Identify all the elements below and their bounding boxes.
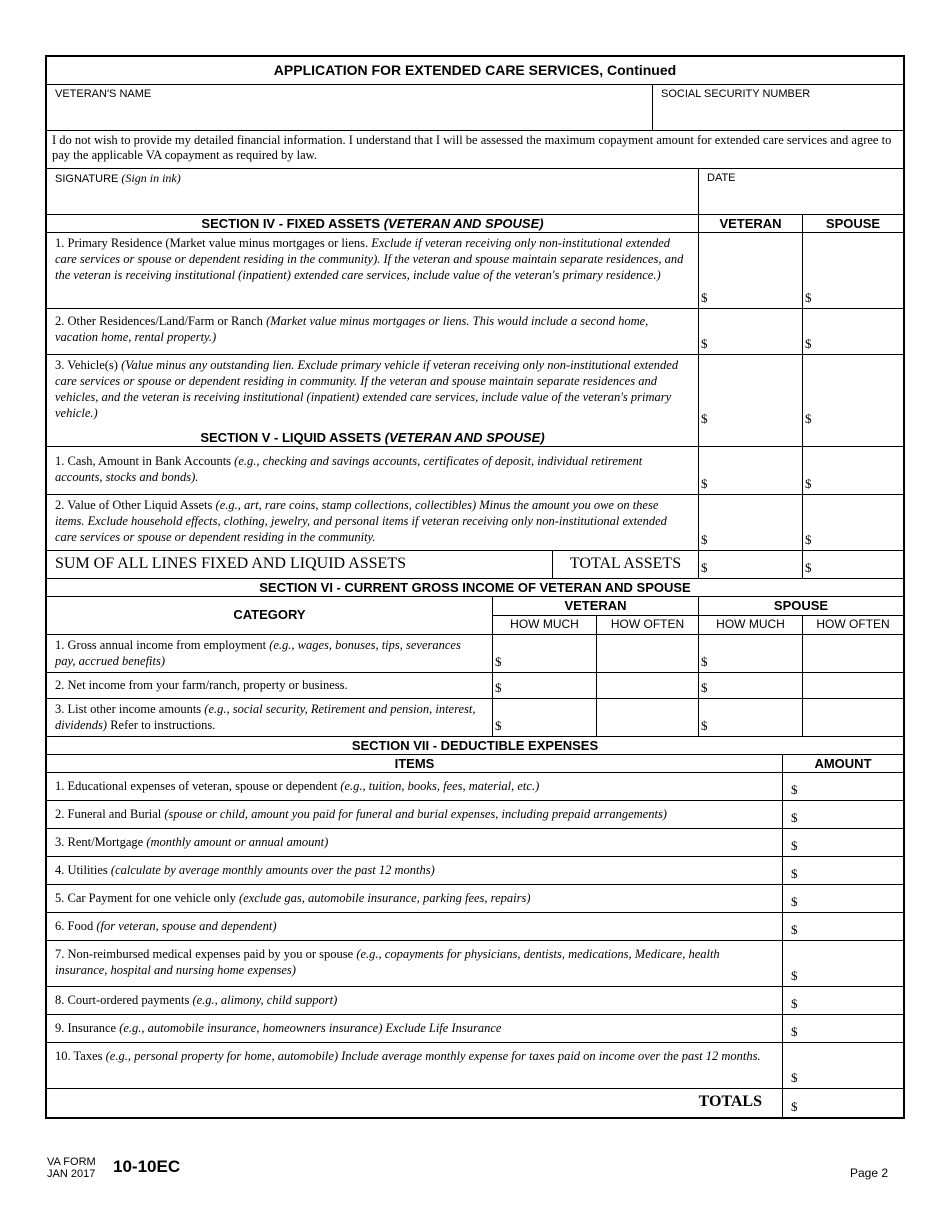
income-1-note: (e.g., wages, bonuses, tips, severances pay, accrued benefits) — [55, 638, 461, 668]
waiver-statement: I do not wish to provide my detailed financial information. I understand that I will be assessed the maximum copayment amount for extended care services and agree to pay the applicable VA copayment as required by law. — [47, 131, 903, 169]
liquid-asset-2-text: 2. Value of Other Liquid Assets — [55, 498, 216, 512]
total-assets-veteran-field[interactable] — [699, 551, 803, 579]
expense-6-text: 6. Food — [55, 919, 97, 933]
income-2-veteran-how-much[interactable] — [493, 673, 597, 699]
fixed-asset-3-veteran-field[interactable] — [699, 355, 803, 429]
dollar-sign: $ — [791, 838, 798, 853]
fixed-asset-2-veteran-field[interactable] — [699, 309, 803, 355]
category-header: CATEGORY — [47, 597, 493, 635]
fixed-asset-row-3 — [47, 355, 699, 429]
income-3-spouse-how-much[interactable] — [699, 699, 803, 737]
dollar-sign: $ — [791, 1024, 798, 1039]
dollar-sign: $ — [701, 336, 708, 351]
section-v-spouse-blank — [803, 429, 903, 447]
income-1-spouse-how-often[interactable] — [803, 635, 903, 673]
fixed-asset-row-1 — [47, 233, 699, 309]
dollar-sign: $ — [701, 476, 708, 491]
expense-row-6 — [47, 913, 783, 941]
income-3-after: Refer to instructions. — [107, 718, 216, 732]
liquid-asset-1-text: 1. Cash, Amount in Bank Accounts — [55, 454, 235, 468]
income-3-note: (e.g., social security, Retirement and pension, interest, dividends) — [55, 702, 476, 732]
section-v-title: SECTION V - LIQUID ASSETS — [200, 430, 385, 445]
dollar-sign: $ — [805, 560, 812, 575]
liquid-asset-2-note: (e.g., art, rare coins, stamp collections, collectibles) Minus the amount you owe on these items. Exclude household effects, clothing, jewelry, and personal items if veteran receiving only non-institutional extended care services or spouse or dependent residing in the community. — [55, 498, 667, 544]
fixed-asset-3-spouse-field[interactable] — [803, 355, 903, 429]
expense-row-3 — [47, 829, 783, 857]
expense-5-note: (exclude gas, automobile insurance, parking fees, repairs) — [238, 891, 531, 905]
dollar-sign: $ — [701, 560, 708, 575]
total-assets-label: TOTAL ASSETS — [553, 551, 699, 579]
dollar-sign: $ — [805, 532, 812, 547]
section-vi-header: SECTION VI - CURRENT GROSS INCOME OF VETERAN AND SPOUSE — [47, 579, 903, 597]
section-iv-title: SECTION IV - FIXED ASSETS — [201, 216, 384, 231]
totals-amount-field[interactable] — [783, 1089, 903, 1117]
income-3-veteran-how-much[interactable] — [493, 699, 597, 737]
expense-5-text: 5. Car Payment for one vehicle only — [55, 891, 239, 905]
dollar-sign: $ — [805, 411, 812, 426]
dollar-sign: $ — [791, 782, 798, 797]
expense-row-2 — [47, 801, 783, 829]
income-1-veteran-how-often[interactable] — [597, 635, 699, 673]
fixed-asset-row-2 — [47, 309, 699, 355]
expense-4-amount-field[interactable] — [783, 857, 903, 885]
expense-row-7 — [47, 941, 783, 987]
totals-label: TOTALS — [47, 1089, 783, 1117]
dollar-sign: $ — [495, 680, 502, 695]
dollar-sign: $ — [791, 866, 798, 881]
income-row-2 — [47, 673, 493, 699]
expense-8-amount-field[interactable] — [783, 987, 903, 1015]
section-iv-title-italic: (VETERAN AND SPOUSE) — [383, 216, 544, 231]
column-spouse-header: SPOUSE — [803, 215, 903, 233]
section-vii-header: SECTION VII - DEDUCTIBLE EXPENSES — [47, 737, 903, 755]
dollar-sign: $ — [791, 996, 798, 1011]
fixed-asset-2-spouse-field[interactable] — [803, 309, 903, 355]
section-v-header — [47, 429, 699, 447]
dollar-sign: $ — [791, 968, 798, 983]
liquid-asset-1-note: (e.g., checking and savings accounts, certificates of deposit, individual retirement accounts, stocks and bonds). — [55, 454, 643, 484]
income-3-text: 3. List other income amounts — [55, 702, 205, 716]
liquid-asset-2-veteran-field[interactable] — [699, 495, 803, 551]
dollar-sign: $ — [701, 680, 708, 695]
dollar-sign: $ — [701, 290, 708, 305]
dollar-sign: $ — [791, 1099, 798, 1114]
signature-label: SIGNATURE — [55, 173, 119, 185]
items-header: ITEMS — [47, 755, 783, 773]
liquid-asset-row-2 — [47, 495, 699, 551]
spouse-how-much-header: HOW MUCH — [699, 616, 803, 635]
section-iv-header — [47, 215, 699, 233]
income-2-spouse-how-much[interactable] — [699, 673, 803, 699]
expense-6-note: (for veteran, spouse and dependent) — [96, 919, 277, 933]
expense-8-note: (e.g., alimony, child support) — [192, 993, 338, 1007]
date-label: DATE — [707, 172, 736, 184]
expense-2-amount-field[interactable] — [783, 801, 903, 829]
income-2-text: 2. Net income from your farm/ranch, property or business. — [55, 678, 348, 692]
column-veteran-header: VETERAN — [699, 215, 803, 233]
veteran-how-often-header: HOW OFTEN — [597, 616, 699, 635]
dollar-sign: $ — [701, 654, 708, 669]
income-row-1 — [47, 635, 493, 673]
dollar-sign: $ — [805, 290, 812, 305]
liquid-asset-2-spouse-field[interactable] — [803, 495, 903, 551]
expense-row-10 — [47, 1043, 783, 1089]
expense-9-amount-field[interactable] — [783, 1015, 903, 1043]
expense-3-amount-field[interactable] — [783, 829, 903, 857]
income-1-spouse-how-much[interactable] — [699, 635, 803, 673]
expense-10-note: (e.g., personal property for home, automobile) Include average monthly expense for taxes paid on income over the past 12 months. — [105, 1049, 761, 1063]
income-veteran-header: VETERAN — [493, 597, 699, 616]
expense-1-amount-field[interactable] — [783, 773, 903, 801]
fixed-asset-1-note: Exclude if veteran receiving only non-institutional extended care services or spouse or dependent residing in the community). If the veteran and spouse maintain separate residences, and the veteran is receiving institutional (inpatient) extended care services, include value of the veteran's primary residence.) — [55, 236, 684, 282]
dollar-sign: $ — [701, 532, 708, 547]
form-date: JAN 2017 — [47, 1168, 96, 1180]
expense-row-1 — [47, 773, 783, 801]
income-3-spouse-how-often[interactable] — [803, 699, 903, 737]
income-spouse-header: SPOUSE — [699, 597, 903, 616]
dollar-sign: $ — [701, 411, 708, 426]
expense-row-9 — [47, 1015, 783, 1043]
fixed-asset-1-text: 1. Primary Residence (Market value minus mortgages or liens. — [55, 236, 372, 250]
total-assets-spouse-field[interactable] — [803, 551, 903, 579]
dollar-sign: $ — [495, 654, 502, 669]
expense-2-note: (spouse or child, amount you paid for funeral and burial expenses, including prepaid arrangements) — [164, 807, 667, 821]
income-2-veteran-how-often[interactable] — [597, 673, 699, 699]
expense-3-note: (monthly amount or annual amount) — [146, 835, 329, 849]
signature-note: (Sign in ink) — [121, 171, 181, 185]
amount-header: AMOUNT — [783, 755, 903, 773]
dollar-sign: $ — [791, 810, 798, 825]
expense-4-note: (calculate by average monthly amounts over the past 12 months) — [110, 863, 435, 877]
expense-10-amount-field[interactable] — [783, 1043, 903, 1089]
form-id-block — [47, 1156, 96, 1180]
dollar-sign: $ — [791, 922, 798, 937]
dollar-sign: $ — [495, 718, 502, 733]
dollar-sign: $ — [791, 1070, 798, 1085]
expense-10-text: 10. Taxes — [55, 1049, 106, 1063]
expense-1-note: (e.g., tuition, books, fees, material, etc.) — [340, 779, 540, 793]
dollar-sign: $ — [791, 894, 798, 909]
expense-7-text: 7. Non-reimbursed medical expenses paid by you or spouse — [55, 947, 357, 961]
sum-assets-label: SUM OF ALL LINES FIXED AND LIQUID ASSETS — [47, 551, 553, 579]
form-title: APPLICATION FOR EXTENDED CARE SERVICES, Continued — [47, 57, 903, 85]
dollar-sign: $ — [805, 336, 812, 351]
veteran-how-much-header: HOW MUCH — [493, 616, 597, 635]
veteran-name-field[interactable] — [47, 85, 653, 131]
income-2-spouse-how-often[interactable] — [803, 673, 903, 699]
expense-7-amount-field[interactable] — [783, 941, 903, 987]
fixed-asset-1-spouse-field[interactable] — [803, 233, 903, 309]
ssn-label: SOCIAL SECURITY NUMBER — [661, 88, 811, 100]
section-v-title-italic: (VETERAN AND SPOUSE) — [384, 430, 545, 445]
income-row-3 — [47, 699, 493, 737]
expense-8-text: 8. Court-ordered payments — [55, 993, 193, 1007]
form-label: VA FORM — [47, 1156, 96, 1168]
fixed-asset-2-text: 2. Other Residences/Land/Farm or Ranch — [55, 314, 267, 328]
section-v-veteran-blank — [699, 429, 803, 447]
expense-2-text: 2. Funeral and Burial — [55, 807, 165, 821]
expense-5-amount-field[interactable] — [783, 885, 903, 913]
income-3-veteran-how-often[interactable] — [597, 699, 699, 737]
expense-row-8 — [47, 987, 783, 1015]
liquid-asset-1-veteran-field[interactable] — [699, 447, 803, 495]
liquid-asset-1-spouse-field[interactable] — [803, 447, 903, 495]
veteran-name-label: VETERAN'S NAME — [55, 88, 152, 100]
expense-row-5 — [47, 885, 783, 913]
fixed-asset-2-note: (Market value minus mortgages or liens. This would include a second home, vacation home, rental property.) — [55, 314, 649, 344]
ssn-field[interactable] — [653, 85, 903, 131]
income-1-text: 1. Gross annual income from employment — [55, 638, 270, 652]
expense-row-4 — [47, 857, 783, 885]
expense-7-note: (e.g., copayments for physicians, dentists, medications, Medicare, health insurance, hospital and nursing home expenses) — [55, 947, 720, 977]
dollar-sign: $ — [701, 718, 708, 733]
expense-9-note: (e.g., automobile insurance, homeowners insurance) Exclude Life Insurance — [119, 1021, 502, 1035]
form-number: 10-10EC — [113, 1157, 181, 1176]
spouse-how-often-header: HOW OFTEN — [803, 616, 903, 635]
income-1-veteran-how-much[interactable] — [493, 635, 597, 673]
date-field[interactable] — [699, 169, 903, 215]
signature-field[interactable] — [47, 169, 699, 215]
fixed-asset-1-veteran-field[interactable] — [699, 233, 803, 309]
fixed-asset-3-text: 3. Vehicle(s) — [55, 358, 122, 372]
liquid-asset-row-1 — [47, 447, 699, 495]
expense-3-text: 3. Rent/Mortgage — [55, 835, 147, 849]
expense-6-amount-field[interactable] — [783, 913, 903, 941]
fixed-asset-3-note: (Value minus any outstanding lien. Exclude primary vehicle if veteran receiving only non-institutional extended care services or spouse or dependent residing in community. If the veteran and spouse maintain separate residences and vehicles, and the veteran is receiving institutional (inpatient) extended care services, include value of the veteran's primary vehicle.) — [55, 358, 679, 420]
expense-9-text: 9. Insurance — [55, 1021, 120, 1035]
dollar-sign: $ — [805, 476, 812, 491]
form-page-2 — [45, 55, 905, 1119]
expense-1-text: 1. Educational expenses of veteran, spouse or dependent — [55, 779, 341, 793]
expense-4-text: 4. Utilities — [55, 863, 111, 877]
page-number: Page 2 — [850, 1166, 889, 1180]
